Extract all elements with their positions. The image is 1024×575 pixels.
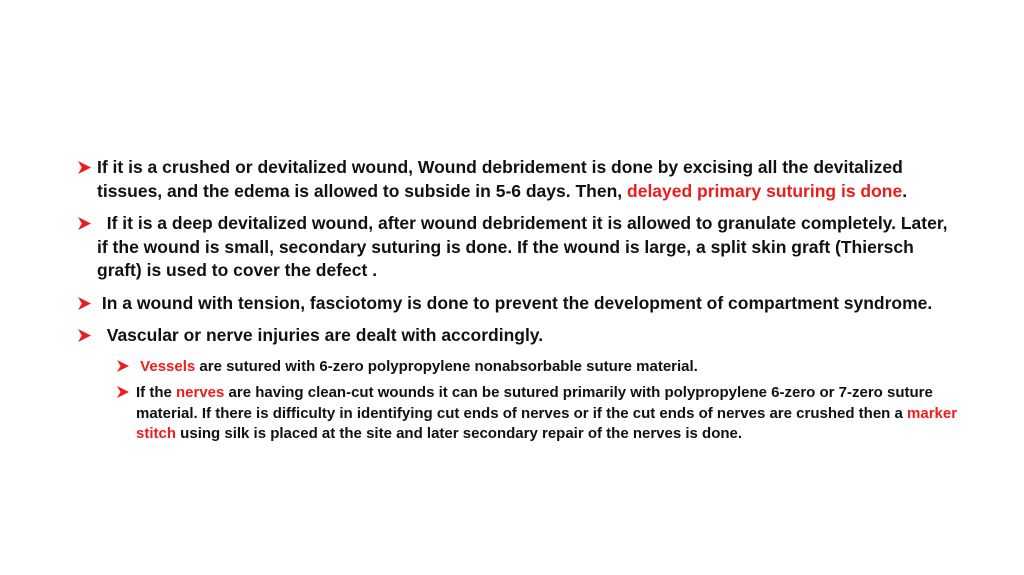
bullet-crushed-wound bbox=[78, 156, 958, 203]
arrowhead-bullet-icon bbox=[78, 161, 91, 174]
sub-bullet-vessels bbox=[117, 357, 958, 378]
bullet-text: In a wound with tension, fasciotomy is done to prevent the development of compartment syndrome. bbox=[97, 292, 933, 313]
slide-content bbox=[78, 156, 958, 451]
bullet-text: If it is a deep devitalized wound, after wound debridement it is allowed to granulate completely. Later, if the wound is small, secondary suturing is done. If the wound is large, a split skin graft (Thiersch graft) is used to cover the defect . bbox=[97, 213, 953, 280]
bullet-text: Vascular or nerve injuries are dealt with accordingly. bbox=[97, 325, 544, 345]
sub-bullet-text-end: using silk is placed at the site and later secondary repair of the nerves is done. bbox=[176, 425, 743, 442]
arrowhead-bullet-icon bbox=[78, 297, 91, 310]
arrowhead-bullet-icon bbox=[117, 386, 129, 398]
arrowhead-bullet-icon bbox=[117, 360, 129, 372]
highlight-marker-stitch: marker stitch bbox=[136, 404, 958, 442]
sub-bullet-text: If the bbox=[136, 384, 176, 401]
sub-bullet-text-middle: are having clean-cut wounds it can be sutured primarily with polypropylene 6-zero or 7-zero suture material. If there is difficulty in identifying cut ends of nerves or if the cut ends of nerves are crushed then a bbox=[136, 384, 933, 422]
sub-bullet-text: are sutured with 6-zero polypropylene nonabsorbable suture material. bbox=[195, 357, 698, 375]
highlight-vessels: Vessels bbox=[136, 357, 196, 375]
bullet-wound-with-tension bbox=[78, 292, 958, 316]
sub-bullet-nerves bbox=[117, 383, 958, 445]
bullet-vascular-nerve-injuries bbox=[78, 324, 958, 348]
highlight-nerves: nerves bbox=[176, 384, 225, 401]
arrowhead-bullet-icon bbox=[78, 329, 91, 342]
arrowhead-bullet-icon bbox=[78, 217, 91, 230]
bullet-text: If it is a crushed or devitalized wound, Wound debridement is done by excising all the devitalized tissues, and the edema is allowed to subside in 5-6 days. Then, bbox=[97, 157, 903, 201]
highlight-delayed-primary-suturing: delayed primary suturing is done bbox=[627, 180, 903, 201]
bullet-deep-devitalized-wound bbox=[78, 212, 958, 283]
bullet-text-end: . bbox=[902, 180, 908, 201]
